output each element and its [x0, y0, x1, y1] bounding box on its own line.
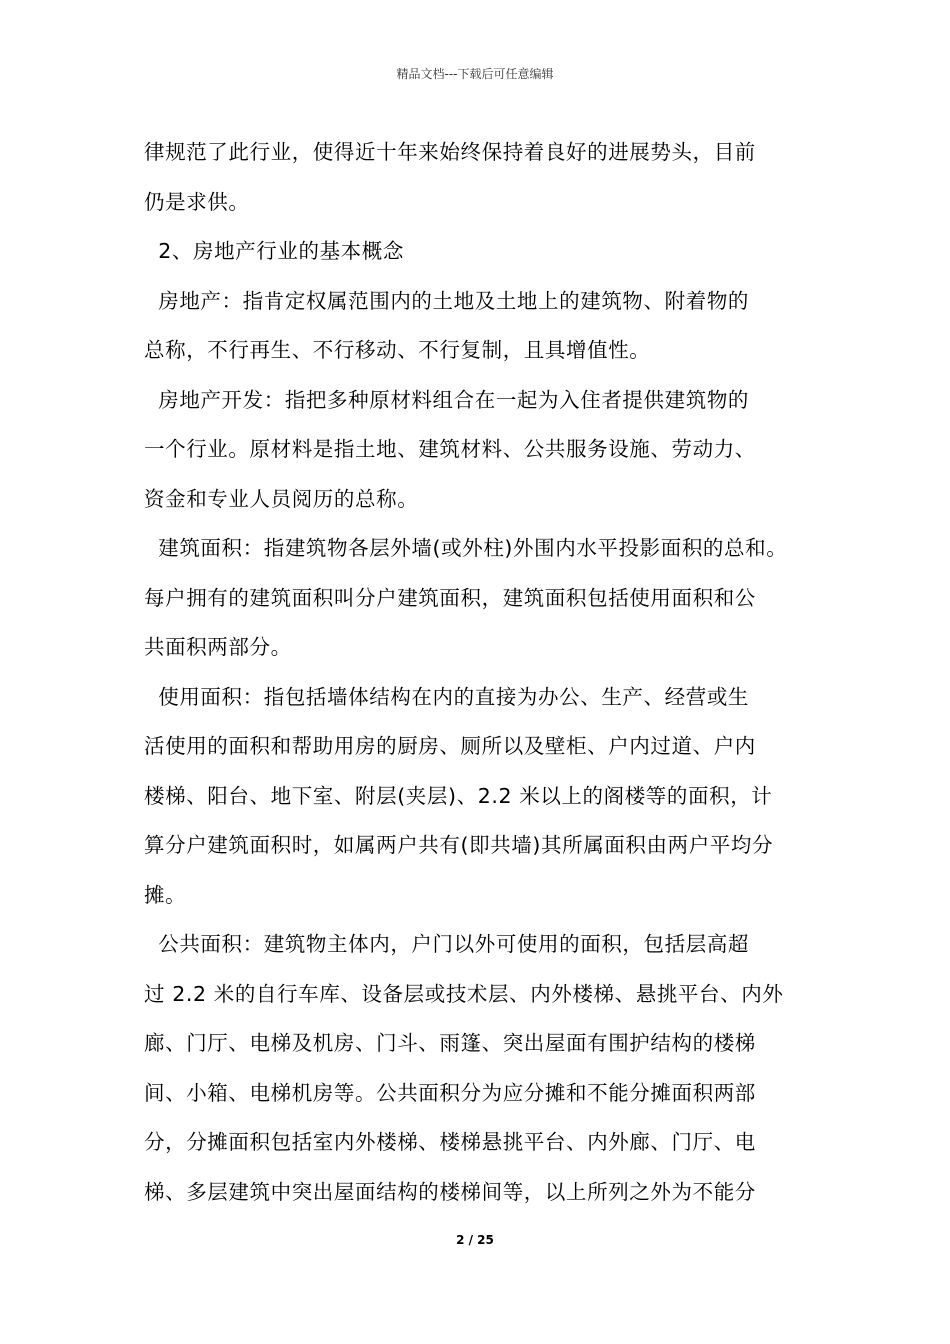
text-line: 总称，不行再生、不行移动、不行复制，且具增值性。 — [144, 338, 651, 362]
text-line: 摊。 — [144, 882, 187, 907]
text-line: 建筑面积：指建筑物各层外墙(或外柱)外围内水平投影面积的总和。 — [144, 536, 788, 560]
text-line: 仍是求供。 — [144, 189, 250, 214]
text-line: 律规范了此行业，使得近十年来始终保持着良好的进展势头，目前 — [144, 140, 756, 164]
text-line: 房地产开发：指把多种原材料组合在一起为入住者提供建筑物的 — [144, 387, 750, 412]
text-line: 梯、多层建筑中突出屋面结构的楼梯间等，以上所列之外为不能分 — [144, 1179, 756, 1204]
page-number: 2 / 25 — [456, 1233, 494, 1247]
text-line: 使用面积：指包括墙体结构在内的直接为办公、生产、经营或生 — [144, 684, 750, 709]
text-line: 房地产：指肯定权属范围内的土地及土地上的建筑物、附着物的 — [144, 288, 750, 313]
text-line: 公共面积：建筑物主体内，户门以外可使用的面积，包括层高超 — [144, 932, 750, 956]
text-line: 间、小箱、电梯机房等。公共面积分为应分摊和不能分摊面积两部 — [144, 1080, 756, 1105]
text-line: 每户拥有的建筑面积叫分户建筑面积，建筑面积包括使用面积和公 — [144, 585, 756, 610]
section-heading: 2、房地产行业的基本概念 — [144, 239, 404, 263]
text-line: 过 2.2 米的自行车库、设备层或技术层、内外楼梯、悬挑平台、内外 — [144, 981, 784, 1006]
page-header: 精品文档---下载后可任意编辑 — [396, 67, 554, 81]
text-line: 分，分摊面积包括室内外楼梯、楼梯悬挑平台、内外廊、门厅、电 — [144, 1130, 756, 1154]
text-line: 廊、门厅、电梯及机房、门斗、雨篷、突出屋面有围护结构的楼梯 — [144, 1031, 756, 1055]
text-line: 楼梯、阳台、地下室、附层(夹层)、2.2 米以上的阁楼等的面积，计 — [144, 783, 773, 808]
text-line: 算分户建筑面积时，如属两户共有(即共墙)其所属面积由两户平均分 — [144, 833, 774, 857]
text-line: 共面积两部分。 — [144, 635, 292, 659]
text-line: 一个行业。原材料是指土地、建筑材料、公共服务设施、劳动力、 — [144, 437, 756, 461]
text-line: 资金和专业人员阅历的总称。 — [144, 486, 419, 511]
text-line: 活使用的面积和帮助用房的厨房、厕所以及壁柜、户内过道、户内 — [144, 734, 756, 758]
document-body — [144, 128, 810, 1217]
